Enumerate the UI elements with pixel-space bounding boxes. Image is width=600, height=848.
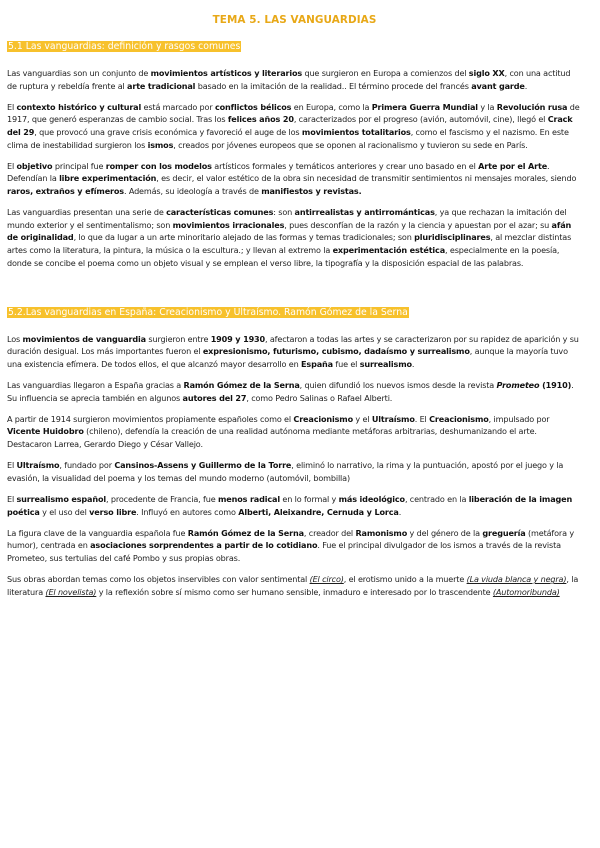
paragraph: [7, 413, 582, 451]
text-run: . Fue el principal divulgador de los ismos a través de la revista Prometeo, sus tertulias del café Pombo y sus propias obras.: [7, 540, 561, 563]
bold-term: liberación de la imagen poética: [7, 494, 573, 517]
text-run: , que provocó una grave crisis económica y favoreció el auge de los: [34, 126, 302, 137]
section-heading-5-1: [7, 41, 582, 53]
text-run: surgieron entre: [145, 333, 211, 344]
text-run: , especialmente en la poesía, donde se concibe el poema como un objeto visual y se emplean el verso libre, la tipografía y la disposición espacial de las palabras.: [7, 244, 560, 268]
section-heading-5-2: [7, 307, 582, 319]
text-run: , con una actitud de ruptura y rebeldía frente al: [7, 68, 571, 91]
text-run: . El: [414, 413, 430, 424]
bold-term: Crack del 29: [7, 114, 573, 137]
paragraph: [7, 160, 582, 198]
bold-term: experimentación estética: [332, 244, 446, 255]
bold-term: Vicente Huidobro: [7, 426, 84, 437]
text-run: en lo formal y: [279, 494, 339, 504]
section-heading-label: 5.1 Las vanguardias: definición y rasgos comunes: [8, 41, 241, 52]
text-run: . Además, su ideología a través de: [123, 185, 262, 196]
bold-term: manifiestos y revistas.: [261, 185, 362, 196]
bold-term: antirrealistas y antirrománticas: [294, 207, 435, 218]
section-5-1-body: [7, 67, 582, 269]
text-run: , como el fascismo y el nazismo. En este clima de inestabilidad surgieron los: [7, 126, 569, 150]
text-run: , es decir, el valor estético de la obra sin necesidad de transmitir sentimientos ni mensajes morales, siendo: [156, 173, 577, 184]
text-run: , impulsado por: [488, 413, 550, 424]
bold-term: romper con los modelos: [105, 160, 212, 171]
bold-term: arte tradicional: [127, 80, 196, 91]
text-run: , quien difundió los nuevos ismos desde la revista: [299, 380, 497, 391]
bold-term: Ramonismo: [355, 527, 408, 538]
text-run: , aunque la mayoría tuvo una existencia efímera. De todos ellos, el que alcanzó mayor desarrollo en: [7, 346, 568, 369]
bold-term: objetivo: [16, 160, 53, 171]
text-run: Sus obras abordan temas como los objetos inservibles con valor sentimental: [7, 574, 310, 585]
text-run: , fundado por: [59, 460, 115, 471]
paragraph: [7, 101, 582, 151]
bold-term: felices años 20: [227, 114, 294, 125]
paragraph: [7, 206, 582, 269]
bold-term: menos radical: [217, 494, 280, 504]
paragraph: [7, 527, 582, 565]
bold-term: expresionismo, futurismo, cubismo, dadaísmo y surrealismo: [202, 346, 470, 357]
bold-term: características comunes: [166, 207, 274, 218]
bold-term: verso libre: [89, 506, 137, 517]
text-run: , creador del: [303, 527, 356, 538]
text-run: El: [7, 101, 17, 112]
text-run: y la reflexión sobre sí mismo como ser humano sensible, inmaduro e interesado por lo trascendente: [96, 586, 493, 597]
text-run: .: [524, 80, 528, 91]
text-run: La figura clave de la vanguardia española fue: [7, 527, 188, 538]
text-run: .: [411, 358, 415, 369]
text-run: está marcado por: [141, 101, 215, 112]
bold-term: Revolución rusa: [496, 101, 568, 112]
text-run: . Influyó en autores como: [136, 506, 239, 517]
text-run: El: [7, 494, 17, 504]
text-run: , pues desconfían de la razón y la ciencia y apuestan por el azar; su: [284, 219, 552, 230]
text-run: en Europa, como la: [291, 101, 372, 112]
text-run: Las vanguardias llegaron a España gracias a: [7, 380, 184, 391]
text-run: El: [7, 460, 17, 471]
text-run: , lo que da lugar a un arte minoritario alejado de las formas y temas tradicionales; son: [73, 232, 415, 243]
text-run: , ya que rechazan la imitación del mundo exterior y el sentimentalismo; son: [7, 207, 567, 230]
text-run: , afectaron a todas las artes y se caracterizaron por su rapidez de aparición y su duración desigual. Los más importantes fueron el: [7, 333, 579, 357]
bold-term: contexto histórico y cultural: [16, 101, 142, 112]
work-title-link[interactable]: (Automoribunda): [492, 586, 560, 597]
text-run: , procedente de Francia, fue: [106, 494, 218, 504]
text-run: , creados por jóvenes europeos que se oponen al racionalismo y tuvieron su sede en París.: [173, 139, 528, 150]
text-run: fue el: [332, 358, 360, 369]
text-run: , eliminó lo narrativo, la rima y la puntuación, apostó por el juego y la evasión, la visualidad del poema y los temas del mundo moderno (automóvil, bombilla): [7, 460, 564, 483]
text-run: , la literatura: [7, 574, 579, 597]
text-run: Los: [7, 333, 23, 344]
text-run: A partir de 1914 surgieron movimientos propiamente españoles como el: [7, 413, 294, 424]
bold-term: conflictos bélicos: [214, 101, 292, 112]
bold-term: pluridisciplinares: [414, 232, 491, 243]
text-run: y el: [353, 413, 372, 424]
text-run: y la: [477, 101, 497, 112]
bold-term: España: [301, 358, 333, 369]
text-run: . Defendían la: [7, 160, 550, 184]
bold-term: surrealismo español: [16, 494, 107, 504]
text-run: artísticos formales y temáticos anteriores y crear uno basado en el: [211, 160, 479, 171]
bold-term: Cansinos-Assens y Guillermo de la Torre: [114, 460, 292, 471]
bold-term: libre experimentación: [59, 173, 157, 184]
section-5-2-body: [7, 333, 582, 599]
text-run: . Su influencia se aprecia también en algunos: [7, 380, 574, 403]
bold-term: 1909 y 1930: [210, 333, 266, 344]
paragraph: [7, 67, 582, 92]
bold-term: avant garde: [471, 80, 525, 91]
paragraph: [7, 379, 582, 404]
text-run: y del género de la: [407, 527, 483, 538]
bold-term: ismos: [147, 139, 174, 150]
paragraph: [7, 493, 582, 518]
bold-term: Arte por el Arte: [478, 160, 548, 171]
text-run: , el erotismo unido a la muerte: [343, 574, 467, 585]
text-run: (metáfora y humor), centrada en: [7, 527, 574, 551]
text-run: Las vanguardias presentan una serie de: [7, 207, 167, 218]
work-title-link[interactable]: (La viuda blanca y negra): [466, 574, 567, 585]
work-title-link[interactable]: (El novelista): [45, 586, 97, 597]
bold-term: (1910): [539, 380, 572, 391]
bold-term: afán de originalidad: [7, 219, 572, 243]
text-run: (chileno), defendía la creación de una realidad autónoma mediante metáforas arbitrarias, deshumanizando el arte. Destacaron Larrea, Gerardo Diego y César Vallejo.: [7, 426, 537, 450]
bold-term: autores del 27: [182, 392, 247, 403]
bold-term: Alberti, Aleixandre, Cernuda y Lorca: [238, 506, 399, 517]
text-run: Las vanguardias son un conjunto de: [7, 68, 151, 78]
text-run: : son: [273, 207, 295, 218]
bold-term: raros, extraños y efímeros: [7, 185, 124, 196]
paragraph: [7, 573, 582, 598]
section-heading-label: 5.2.Las vanguardias en España: Creacionismo y Ultraísmo. Ramón Gómez de la Serna: [8, 306, 408, 318]
paragraph: [7, 333, 582, 371]
text-run: , al mezclar distintas artes como la literatura, la pintura, la música o la escultura.; y llevan al extremo la: [7, 232, 572, 255]
paragraph: [7, 459, 582, 484]
bold-term: más ideológico: [338, 494, 405, 504]
bold-term: Ramón Gómez de la Serna: [183, 380, 300, 391]
text-run: de 1917, que generó esperanzas de cambio social. Tras los: [7, 101, 580, 125]
bold-term: movimientos de vanguardia: [22, 333, 146, 344]
text-run: , centrado en la: [404, 494, 469, 504]
text-run: , como Pedro Salinas o Rafael Alberti.: [246, 392, 393, 403]
text-run: y el uso del: [39, 506, 90, 517]
bold-term: movimientos artísticos y literarios: [150, 68, 303, 78]
bold-term: Ultraísmo: [16, 460, 60, 471]
bold-term: Creacionismo: [429, 413, 489, 424]
bold-term: asociaciones sorprendentes a partir de lo cotidiano: [90, 540, 318, 551]
bold-term: movimientos totalitarios: [301, 126, 411, 137]
bold-term: siglo XX: [468, 68, 505, 78]
text-run: que surgieron en Europa a comienzos del: [302, 68, 469, 78]
bold-term: surrealismo: [359, 358, 412, 369]
text-run: , caracterizados por el progreso (avión, automóvil, cine), llegó el: [293, 114, 548, 125]
work-title-link[interactable]: (El circo): [309, 574, 344, 585]
text-run: .: [398, 506, 402, 517]
text-run: principal fue: [52, 160, 106, 171]
text-run: basado en la imitación de la realidad.. El término procede del francés: [195, 80, 472, 91]
text-run: El: [7, 160, 17, 171]
bold-term: movimientos irracionales: [172, 219, 285, 230]
bold-term: Creacionismo: [293, 413, 353, 424]
bold-term: greguería: [482, 527, 526, 538]
bold-term: Primera Guerra Mundial: [371, 101, 478, 112]
bold-term: Ultraísmo: [371, 413, 415, 424]
bold-term: Ramón Gómez de la Serna: [187, 527, 304, 538]
document-title: TEMA 5. LAS VANGUARDIAS: [212, 14, 377, 26]
bold-term: Prometeo: [496, 380, 540, 391]
